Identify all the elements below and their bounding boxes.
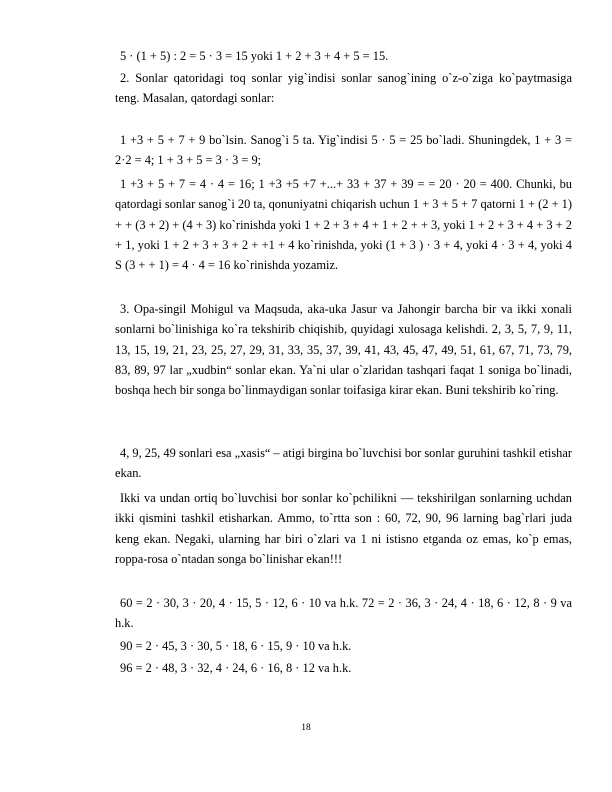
- paragraph-9: 90 = 2 · 45, 3 · 30, 5 · 18, 6 · 15, 9 · 10 va h.k.: [120, 639, 352, 653]
- paragraph-7: Ikki va undan ortiq bo`luvchisi bor sonlar ko`pchilikni — tekshirilgan sonlarning uchdan ikki qismini tashkil etisharkan. Ammo, to`rtta son : 60, 72, 90, 96 larning bag`rlari juda keng ekan. Negaki, ularning har biri o`zlari va 1 ni istisno etganda oz emas, ko`p emas, roppa-rosa o`ntadan songa bo`linishar ekan!!!: [115, 491, 572, 566]
- paragraph-8: 60 = 2 · 30, 3 · 20, 4 · 15, 5 · 12, 6 · 10 va h.k. 72 = 2 · 36, 3 · 24, 4 · 18, 6 · 12, 8 · 9 va h.k.: [115, 596, 572, 631]
- paragraph-4: 1 +3 + 5 + 7 = 4 · 4 = 16; 1 +3 +5 +7 +...+ 33 + 37 + 39 = = 20 · 20 = 400. Chunki, bu qatordagi sonlar sanog`i 20 ta, qonuniyatni chiqarish uchun 1 + 3 + 5 + 7 qatorni 1 + (2 + 1) + + (3 + 2) + (4 + 3) ko`rinishda yoki 1 + 2 + 3 + 4 + 1 + 2 + + 3, yoki 1 + 2 + 3 + 4 + 3 + 2 + 1, yoki 1 + 2 + 3 + 3 + 2 + +1 + 4 ko`rinishda, yoki (1 + 3 ) · 3 + 4, yoki 4 · 3 + 4, yoki 4 S (3 + + 1) = 4 · 4 = 16 ko`rinishda yozamiz.: [115, 177, 572, 273]
- paragraph-1: 5 · (1 + 5) : 2 = 5 · 3 = 15 yoki 1 + 2 + 3 + 4 + 5 = 15.: [120, 49, 389, 63]
- paragraph-10: 96 = 2 · 48, 3 · 32, 4 · 24, 6 · 16, 8 · 12 va h.k.: [120, 661, 352, 675]
- page-number: 18: [301, 723, 311, 733]
- paragraph-5: 3. Opa-singil Mohigul va Maqsuda, aka-uka Jasur va Jahongir barcha bir va ikki xonali sonlarni bo`linishiga ko`ra tekshirib chiqishib, quyidagi xulosaga kelishdi. 2, 3, 5, 7, 9, 11, 13, 15, 19, 21, 23, 25, 27, 29, 31, 33, 35, 37, 39, 41, 43, 45, 47, 49, 51, 61, 67, 71, 73, 79, 83, 89, 97 lar „xudbin“ sonlar ekan. Ya`ni ular o`zlaridan tashqari faqat 1 soniga bo`linadi, boshqa hech bir songa bo`linmaydigan sonlar toifasiga kirar ekan. Buni tekshirib ko`ring.: [115, 302, 572, 398]
- paragraph-6: 4, 9, 25, 49 sonlari esa „xasis“ – atigi birgina bo`luvchisi bor sonlar guruhini tashkil etishar ekan.: [115, 446, 572, 481]
- paragraph-2: 2. Sonlar qatoridagi toq sonlar yig`indisi sonlar sanog`ining o`z-o`ziga ko`paytmasiga teng. Masalan, qatordagi sonlar:: [115, 71, 572, 106]
- paragraph-3: 1 +3 + 5 + 7 + 9 bo`lsin. Sanog`i 5 ta. Yig`indisi 5 · 5 = 25 bo`ladi. Shuningdek, 1 + 3 = 2·2 = 4; 1 + 3 + 5 = 3 · 3 = 9;: [115, 133, 572, 168]
